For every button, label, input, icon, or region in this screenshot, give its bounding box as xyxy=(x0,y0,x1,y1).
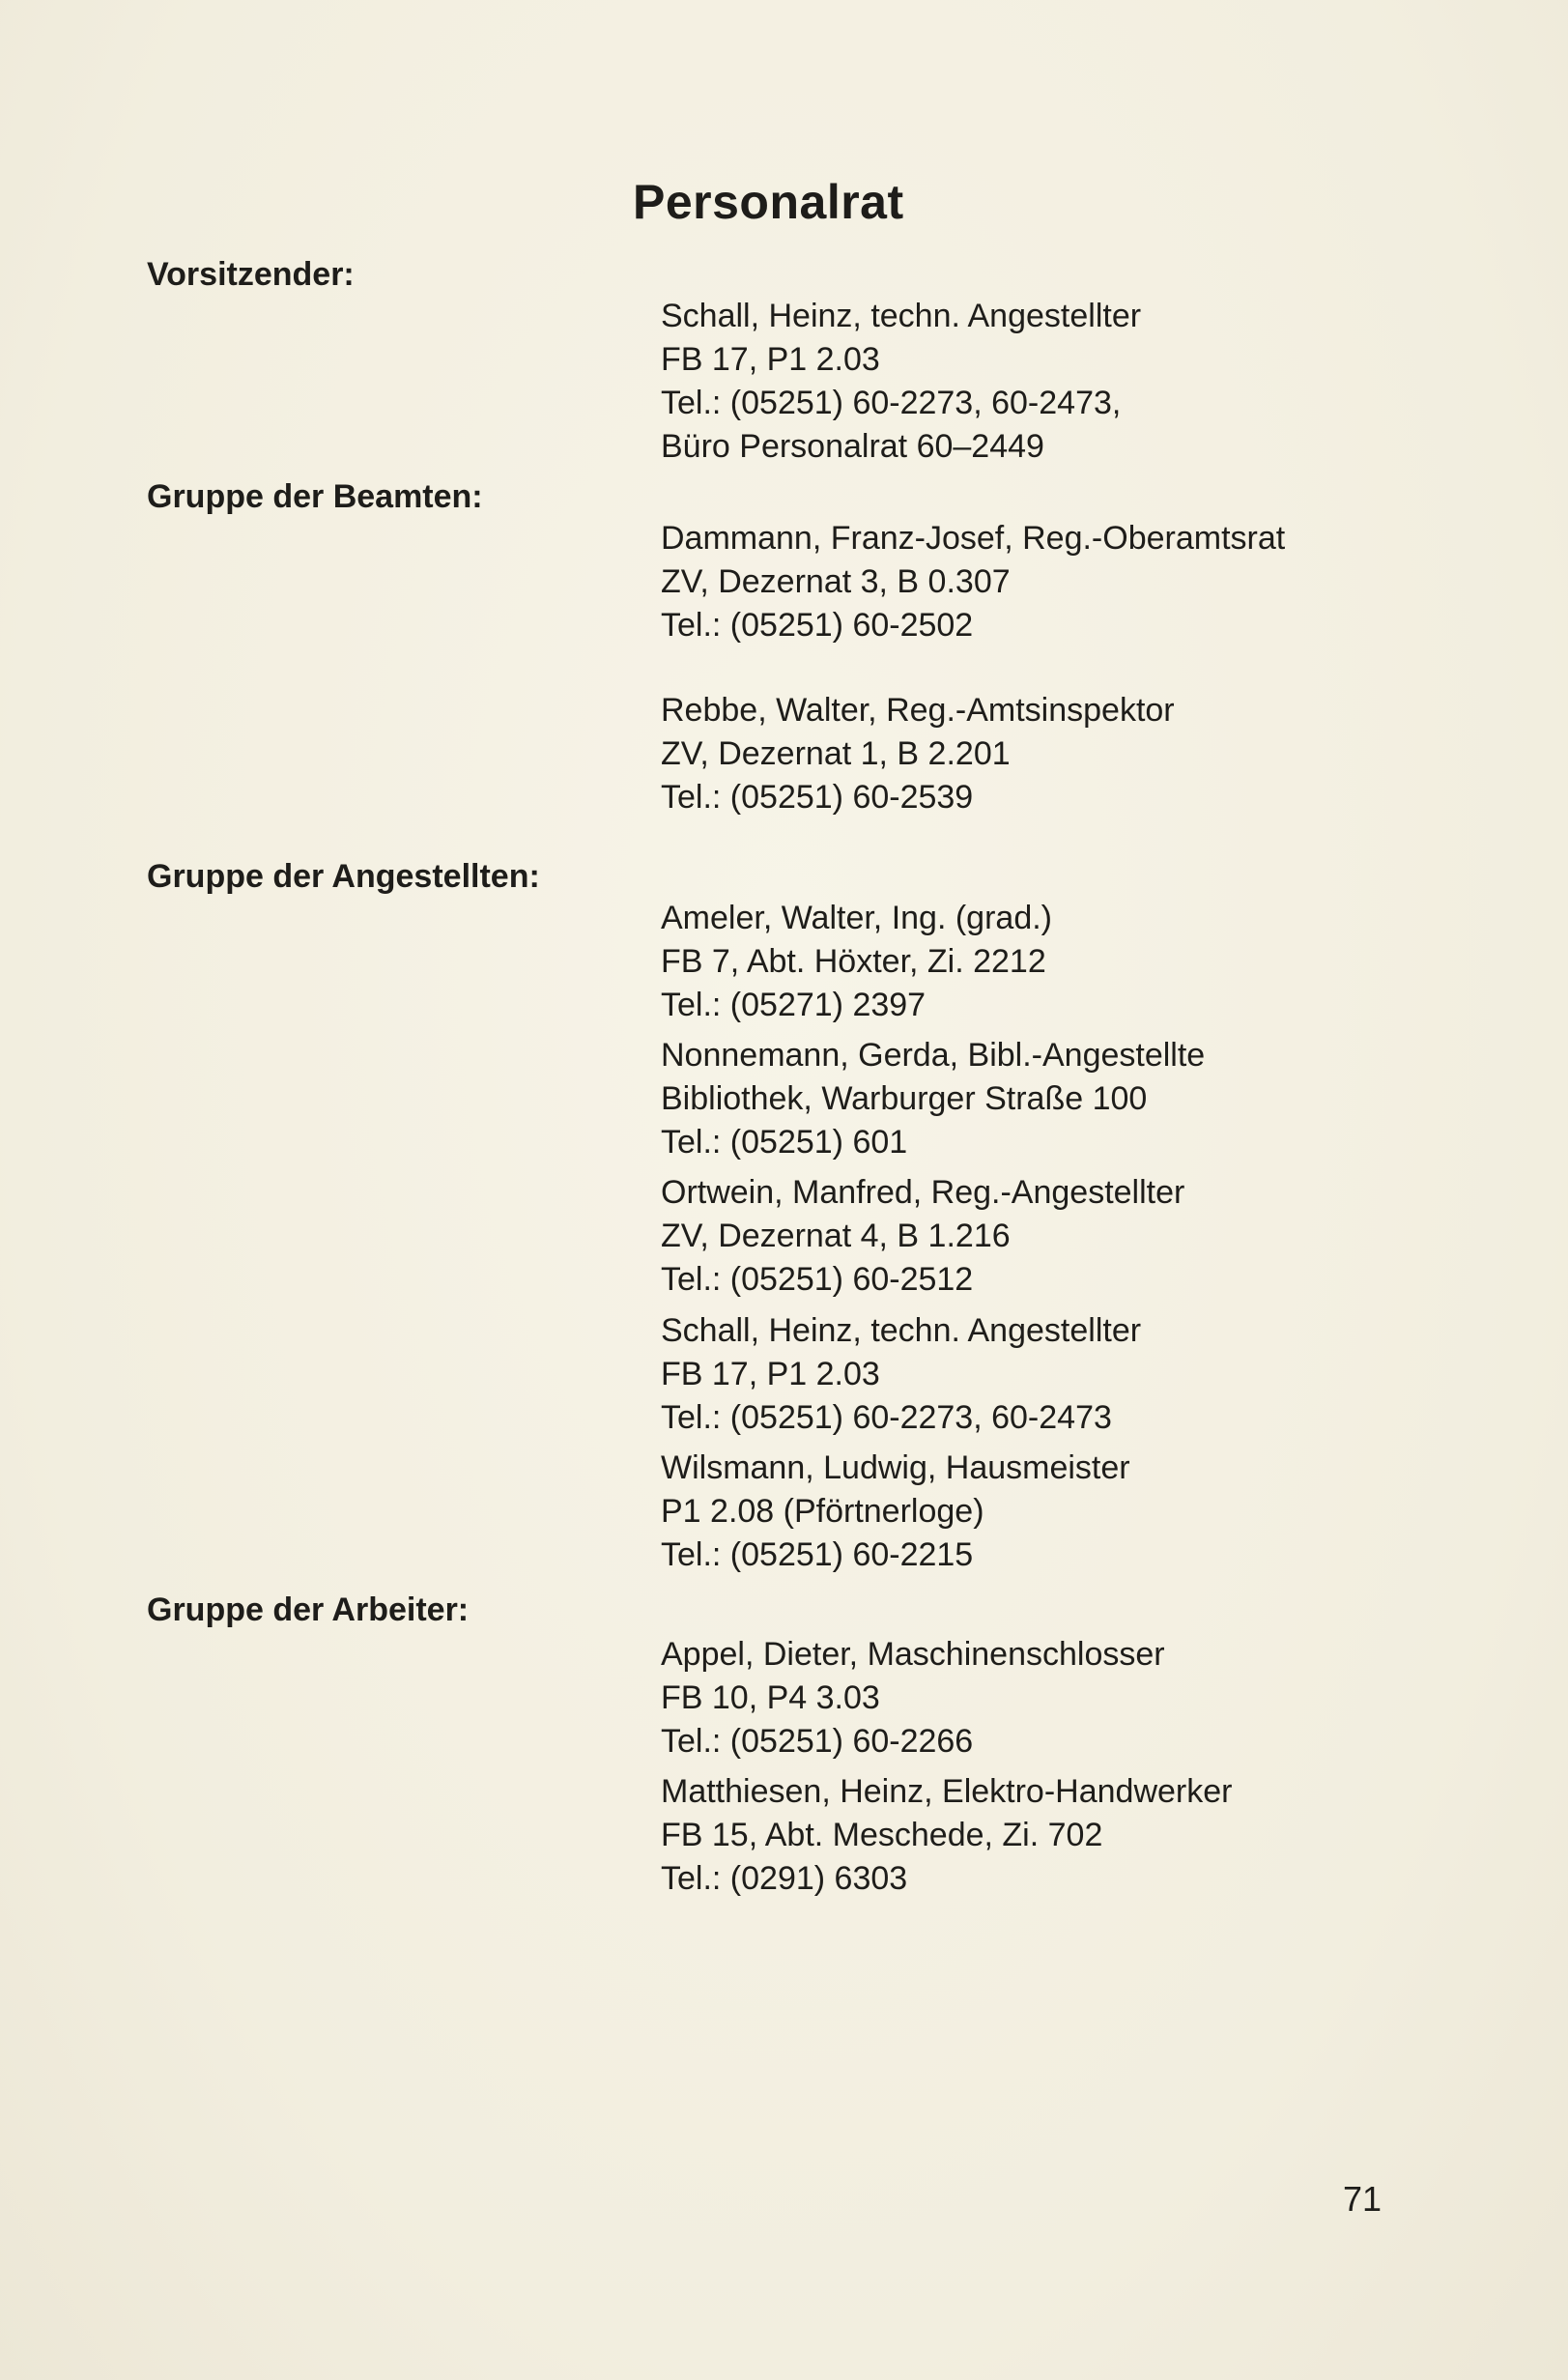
entry-rebbe xyxy=(661,689,1175,819)
section-label-arbeiter: Gruppe der Arbeiter: xyxy=(147,1591,470,1628)
entry-matthiesen xyxy=(661,1770,1232,1901)
entry-name: Ortwein, Manfred, Reg.-Angestellter xyxy=(661,1174,1185,1211)
entry-phone: Tel.: (05251) 60-2273, 60-2473 xyxy=(661,1399,1112,1436)
section-label-vorsitzender: Vorsitzender: xyxy=(147,256,355,293)
entry-nonnemann xyxy=(661,1034,1205,1164)
entry-phone: Tel.: (05251) 60-2273, 60-2473, xyxy=(661,385,1122,421)
entry-phone: Tel.: (05251) 601 xyxy=(661,1124,908,1161)
entry-phone: Tel.: (05251) 60-2539 xyxy=(661,779,974,816)
entry-phone: Tel.: (05251) 60-2502 xyxy=(661,607,974,644)
entry-ortwein xyxy=(661,1171,1184,1302)
entry-location: P1 2.08 (Pförtnerloge) xyxy=(661,1493,984,1530)
entry-location: Bibliothek, Warburger Straße 100 xyxy=(661,1080,1148,1117)
entry-ameler xyxy=(661,897,1052,1027)
entry-name: Schall, Heinz, techn. Angestellter xyxy=(661,298,1142,334)
entry-schall-chair xyxy=(661,295,1141,469)
entry-location: FB 7, Abt. Höxter, Zi. 2212 xyxy=(661,943,1046,980)
entry-location: ZV, Dezernat 1, B 2.201 xyxy=(661,735,1011,772)
entry-location: FB 15, Abt. Meschede, Zi. 702 xyxy=(661,1817,1103,1853)
entry-phone: Tel.: (05251) 60-2215 xyxy=(661,1536,974,1573)
entry-wilsmann xyxy=(661,1447,1130,1577)
entry-phone: Tel.: (05271) 2397 xyxy=(661,987,927,1023)
entry-name: Schall, Heinz, techn. Angestellter xyxy=(661,1312,1142,1349)
entry-schall xyxy=(661,1309,1141,1440)
entry-appel xyxy=(661,1633,1165,1763)
entry-location: FB 10, P4 3.03 xyxy=(661,1679,880,1716)
entry-name: Rebbe, Walter, Reg.-Amtsinspektor xyxy=(661,692,1175,729)
entry-location: ZV, Dezernat 4, B 1.216 xyxy=(661,1218,1011,1254)
section-label-angestellte: Gruppe der Angestellten: xyxy=(147,858,540,895)
entry-name: Wilsmann, Ludwig, Hausmeister xyxy=(661,1449,1130,1486)
entry-name: Nonnemann, Gerda, Bibl.-Angestellte xyxy=(661,1037,1206,1074)
entry-location: ZV, Dezernat 3, B 0.307 xyxy=(661,563,1011,600)
entry-phone: Tel.: (05251) 60-2266 xyxy=(661,1723,974,1760)
page-title: Personalrat xyxy=(633,175,904,229)
entry-phone: Tel.: (0291) 6303 xyxy=(661,1860,908,1897)
page-number: 71 xyxy=(1343,2179,1383,2219)
entry-extra: Büro Personalrat 60–2449 xyxy=(661,428,1044,465)
entry-phone: Tel.: (05251) 60-2512 xyxy=(661,1261,974,1298)
section-label-beamte: Gruppe der Beamten: xyxy=(147,478,483,515)
entry-name: Ameler, Walter, Ing. (grad.) xyxy=(661,900,1052,936)
entry-dammann xyxy=(661,517,1285,647)
entry-location: FB 17, P1 2.03 xyxy=(661,341,880,378)
entry-name: Appel, Dieter, Maschinenschlosser xyxy=(661,1636,1165,1673)
entry-location: FB 17, P1 2.03 xyxy=(661,1356,880,1392)
entry-name: Dammann, Franz-Josef, Reg.-Oberamtsrat xyxy=(661,520,1286,557)
entry-name: Matthiesen, Heinz, Elektro-Handwerker xyxy=(661,1773,1233,1810)
